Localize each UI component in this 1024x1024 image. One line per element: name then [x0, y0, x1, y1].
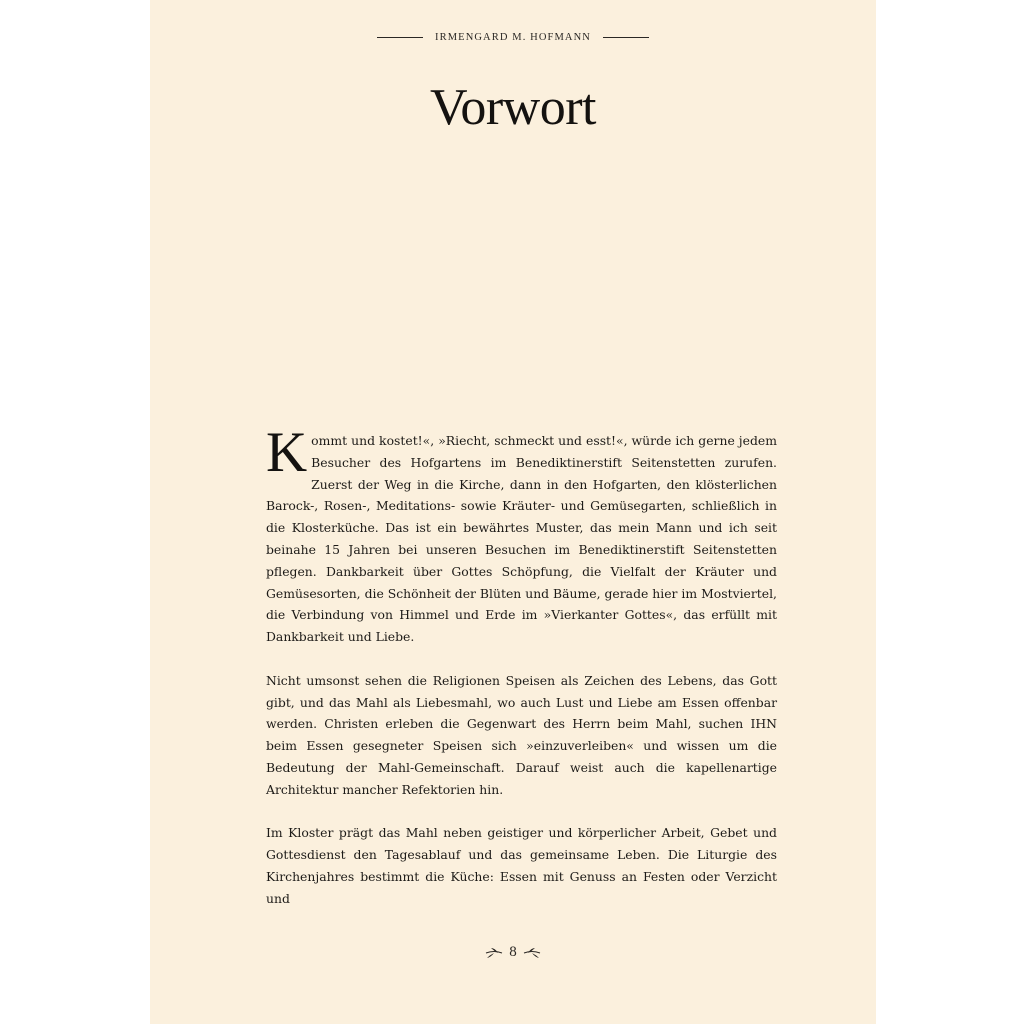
book-page: [150, 0, 876, 1024]
chapter-title: Vorwort: [430, 79, 596, 136]
header-rule-right: [603, 37, 649, 38]
leaf-ornament-icon: [485, 946, 503, 960]
body-text: [266, 421, 777, 931]
author-name: IRMENGARD M. HOFMANN: [435, 32, 591, 43]
running-head: [150, 32, 876, 43]
page-footer: [150, 944, 876, 961]
header-rule-left: [377, 37, 423, 38]
page-number: 8: [509, 944, 517, 960]
paragraph-1: [266, 421, 777, 648]
drop-cap: K: [266, 421, 308, 484]
leaf-ornament-icon: [523, 946, 541, 960]
paragraph-2: Nicht umsonst sehen die Religionen Speisen als Zeichen des Lebens, das Gott gibt, und das Mahl als Liebesmahl, wo auch Lust und Liebe am Essen offenbar werden. Christen erleben die Gegenwart des Herrn beim Mahl, suchen IHN beim Essen gesegneter Speisen sich »einzuverleiben« und wissen um die Bedeutung der Mahl-Gemeinschaft. Darauf weist auch die kapellenartige Architektur mancher Refektorien hin.: [266, 672, 777, 797]
paragraph-1-text: ommt und kostet!«, »Riecht, schmeckt und esst!«, würde ich gerne jedem Besucher des Hofgartens im Benediktinerstift Seitenstetten zurufen. Zuerst der Weg in die Kirche, dann in den Hofgarten, den klösterlichen Barock-, Rosen-, Meditations- sowie Kräuter- und Gemüsegarten, schließlich in die Klosterküche. Das ist ein bewährtes Muster, das mein Mann und ich seit beinahe 15 Jahren bei unseren Besuchen im Benediktinerstift Seitenstetten pflegen. Dankbarkeit über Gottes Schöpfung, die Vielfalt der Kräuter und Gemüsesorten, die Schönheit der Blüten und Bäume, gerade hier im Mostviertel, die Verbindung von Himmel und Erde im »Vierkanter Gottes«, das erfüllt mit Dankbarkeit und Liebe.: [266, 433, 777, 645]
paragraph-3: Im Kloster prägt das Mahl neben geistiger und körperlicher Arbeit, Gebet und Gottesdienst den Tagesablauf und das gemeinsame Leben. Die Liturgie des Kirchenjahres bestimmt die Küche: Essen mit Genuss an Festen oder Verzicht und: [266, 825, 777, 906]
